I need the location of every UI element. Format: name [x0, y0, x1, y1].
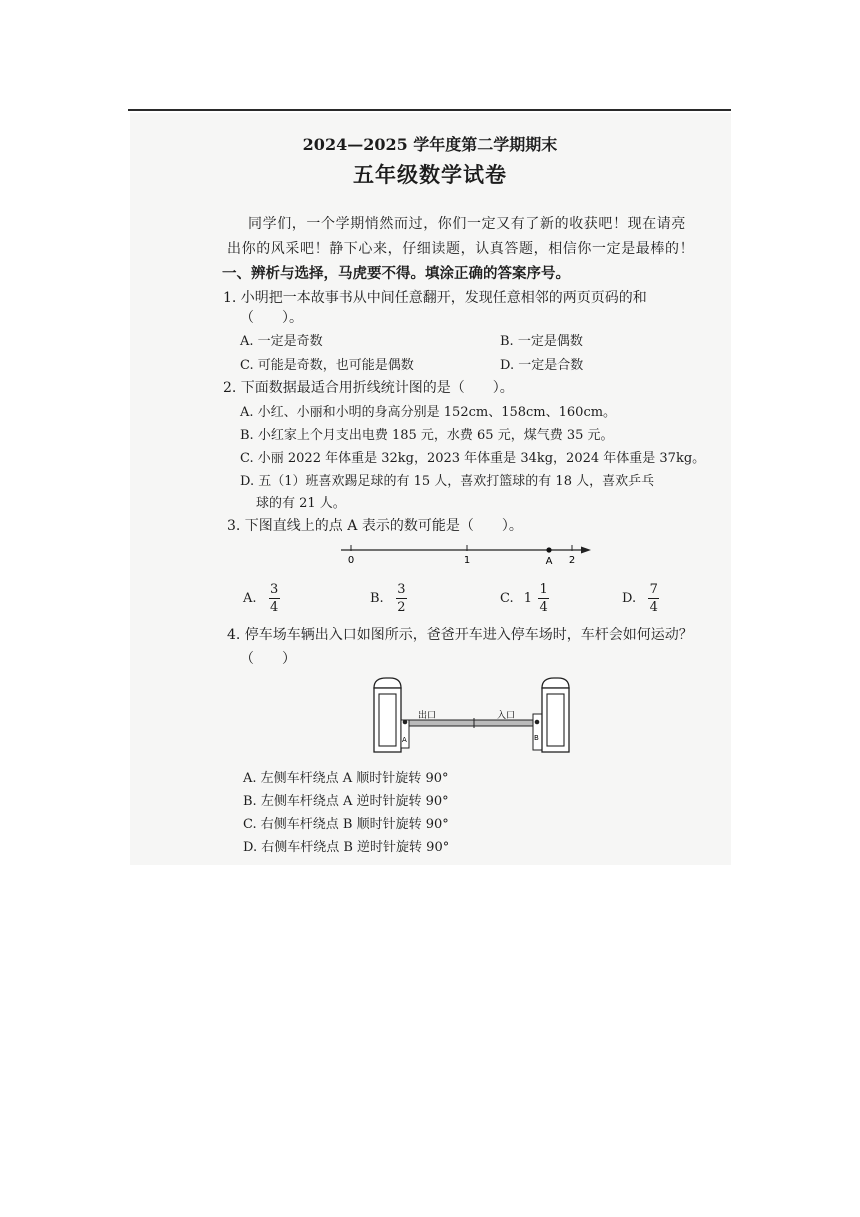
- exam-term-title: 2024—2025 学年度第二学期期末: [302, 135, 558, 154]
- q1-answer-blank: （ ）。: [240, 310, 303, 326]
- q4-option-b[interactable]: B. 左侧车杆绕点 A 逆时针旋转 90°: [243, 794, 449, 809]
- point-b-label-figure: B: [534, 734, 539, 742]
- denominator: 4: [539, 600, 548, 615]
- intro-line-1: 同学们，一个学期悄然而过，你们一定又有了新的收获吧！现在请亮: [248, 216, 686, 232]
- right-pivot-b: [535, 720, 540, 725]
- q2-option-c[interactable]: C. 小丽 2022 年体重是 32kg，2023 年体重是 34kg，2024 年体重是 37kg。: [240, 451, 706, 466]
- q4-option-d[interactable]: D. 右侧车杆绕点 B 逆时针旋转 90°: [243, 840, 450, 855]
- q3-option-d-letter: D.: [622, 591, 637, 606]
- q2-option-b[interactable]: B. 小红家上个月支出电费 185 元，水费 65 元，煤气费 35 元。: [240, 428, 614, 443]
- q3-option-a-letter: A.: [243, 591, 257, 606]
- q3-option-a[interactable]: [243, 582, 280, 615]
- q4-stem: 4. 停车场车辆出入口如图所示，爸爸开车进入停车场时，车杆会如何运动？: [227, 627, 693, 643]
- section-1-heading: 一、辨析与选择，马虎要不得。填涂正确的答案序号。: [222, 265, 570, 282]
- point-a-label-figure: A: [402, 736, 407, 744]
- numerator: 3: [270, 582, 279, 597]
- q2-option-a[interactable]: A. 小红、小丽和小明的身高分别是 152cm、158cm、160cm。: [240, 405, 617, 420]
- q3-option-c[interactable]: [500, 582, 549, 615]
- q4-option-a[interactable]: A. 左侧车杆绕点 A 顺时针旋转 90°: [243, 771, 449, 786]
- number-line-figure: [335, 538, 600, 570]
- left-gate-booth: [374, 678, 401, 752]
- point-a-label: A: [545, 556, 553, 567]
- denominator: 4: [649, 600, 658, 615]
- denominator: 4: [270, 600, 279, 615]
- exam-paper-title: 五年级数学试卷: [353, 162, 507, 187]
- left-pivot-a: [403, 720, 408, 725]
- q3-option-d-fraction: [648, 582, 659, 615]
- q3-option-b-fraction: [396, 582, 407, 615]
- q3-option-c-letter: C.: [500, 591, 514, 606]
- right-motor-box: [533, 714, 542, 750]
- numerator: 7: [649, 582, 658, 597]
- parking-gate-figure: [368, 676, 574, 756]
- denominator: 2: [397, 600, 406, 615]
- exit-label: 出口: [418, 711, 437, 721]
- numerator: 1: [539, 582, 548, 597]
- q3-option-b-letter: B.: [370, 591, 384, 606]
- tick-label-2: 2: [568, 555, 576, 566]
- top-rule: [128, 109, 731, 111]
- q4-answer-blank: （ ）: [240, 651, 296, 667]
- q3-option-c-fraction: [538, 582, 549, 615]
- q1-option-d[interactable]: D. 一定是合数: [500, 358, 584, 373]
- q1-option-c[interactable]: C. 可能是奇数，也可能是偶数: [240, 358, 414, 373]
- q3-option-a-fraction: [269, 582, 280, 615]
- point-a-dot: [546, 547, 551, 552]
- right-gate-booth: [542, 678, 569, 752]
- q1-option-a[interactable]: A. 一定是奇数: [240, 334, 323, 349]
- q2-stem: 2. 下面数据最适合用折线统计图的是（ ）。: [223, 380, 514, 396]
- q3-option-b[interactable]: [370, 582, 407, 615]
- entry-label: 入口: [497, 711, 516, 721]
- q3-option-c-whole: 1: [523, 591, 533, 606]
- q2-option-d-continued: 球的有 21 人。: [256, 496, 346, 511]
- number-line-arrowhead: [581, 547, 591, 554]
- q4-option-c[interactable]: C. 右侧车杆绕点 B 顺时针旋转 90°: [243, 817, 449, 832]
- q1-stem: 1. 小明把一本故事书从中间任意翻开，发现任意相邻的两页页码的和: [223, 290, 647, 306]
- numerator: 3: [397, 582, 406, 597]
- q3-stem: 3. 下图直线上的点 A 表示的数可能是（ ）。: [227, 518, 523, 534]
- q3-option-d[interactable]: [622, 582, 659, 615]
- intro-line-2: 出你的风采吧！静下心来，仔细读题，认真答题，相信你一定是最棒的！: [227, 241, 695, 257]
- tick-label-1: 1: [463, 555, 471, 566]
- q1-option-b[interactable]: B. 一定是偶数: [500, 334, 583, 349]
- q2-option-d[interactable]: D. 五（1）班喜欢踢足球的有 15 人，喜欢打篮球的有 18 人，喜欢乒乓: [240, 474, 655, 489]
- tick-label-0: 0: [347, 555, 355, 566]
